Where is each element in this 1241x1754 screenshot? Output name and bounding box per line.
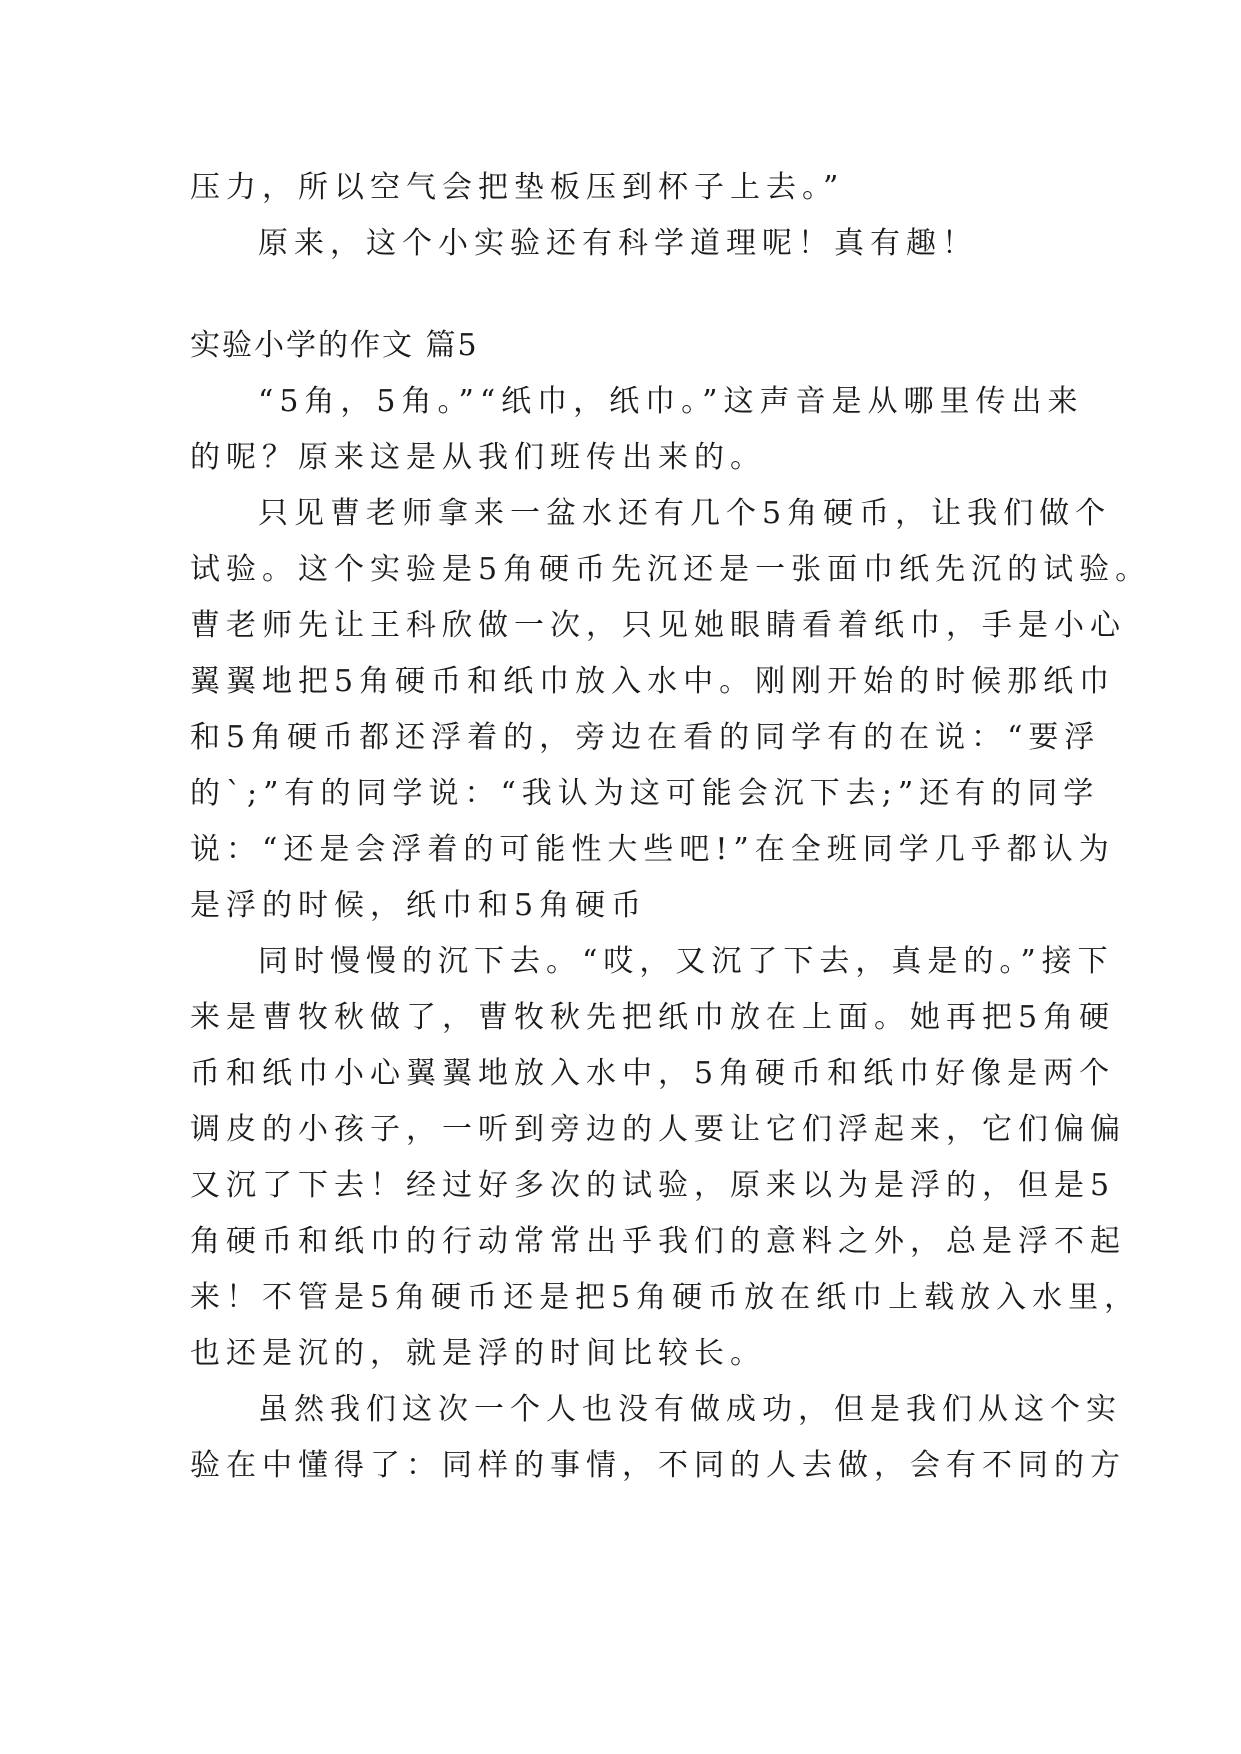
text-line: 虽然我们这次一个人也没有做成功，但是我们从这个实 (258, 1392, 1122, 1427)
paragraph (190, 1382, 1126, 1494)
text-line: 翼翼地把5角硬币和纸巾放入水中。刚刚开始的时候那纸巾 (190, 664, 1116, 699)
text-line: 的呢？原来这是从我们班传出来的。 (190, 440, 766, 475)
text-line: 币和纸巾小心翼翼地放入水中，5角硬币和纸巾好像是两个 (190, 1056, 1116, 1091)
text-line: 又沉了下去！经过好多次的试验，原来以为是浮的，但是5 (190, 1168, 1116, 1203)
document-page (190, 160, 1152, 1494)
text-line: 来！不管是5角硬币还是把5角硬币放在纸巾上载放入水里， (190, 1280, 1141, 1315)
text-line: 曹老师先让王科欣做一次，只见她眼睛看着纸巾，手是小心 (190, 608, 1126, 643)
paragraph (190, 374, 1084, 486)
text-line: 验在中懂得了：同样的事情，不同的人去做，会有不同的方 (190, 1448, 1126, 1483)
text-line: 说：“还是会浮着的可能性大些吧!”在全班同学几乎都认为 (190, 832, 1115, 867)
text-line: 是浮的时候，纸巾和5角硬币 (190, 888, 648, 923)
text-line: 和5角硬币都还浮着的，旁边在看的同学有的在说：“要浮 (190, 720, 1101, 755)
text-line: 也还是沉的，就是浮的时间比较长。 (190, 1336, 766, 1371)
paragraph (190, 486, 1152, 934)
text-line: 试验。这个实验是5角硬币先沉还是一张面巾纸先沉的试验。 (190, 552, 1152, 587)
section-title: 实验小学的作文 篇5 (190, 328, 479, 363)
text-line: “5角，5角。”“纸巾，纸巾。”这声音是从哪里传出来 (258, 384, 1084, 419)
text-line: 压力，所以空气会把垫板压到杯子上去。” (190, 170, 845, 205)
text-line: 来是曹牧秋做了，曹牧秋先把纸巾放在上面。她再把5角硬 (190, 1000, 1116, 1035)
text-line: 调皮的小孩子，一听到旁边的人要让它们浮起来，它们偏偏 (190, 1112, 1126, 1147)
text-line: 同时慢慢的沉下去。“哎，又沉了下去，真是的。”接下 (258, 944, 1114, 979)
paragraph (190, 934, 1141, 1382)
text-line: 角硬币和纸巾的行动常常出乎我们的意料之外，总是浮不起 (190, 1224, 1126, 1259)
section-spacer (190, 272, 1050, 318)
text-line: 只见曹老师拿来一盆水还有几个5角硬币，让我们做个 (258, 496, 1112, 531)
text-line: 原来，这个小实验还有科学道理呢！真有趣！ (258, 226, 978, 261)
text-line: 的`;”有的同学说：“我认为这可能会沉下去;”还有的同学 (190, 776, 1100, 811)
